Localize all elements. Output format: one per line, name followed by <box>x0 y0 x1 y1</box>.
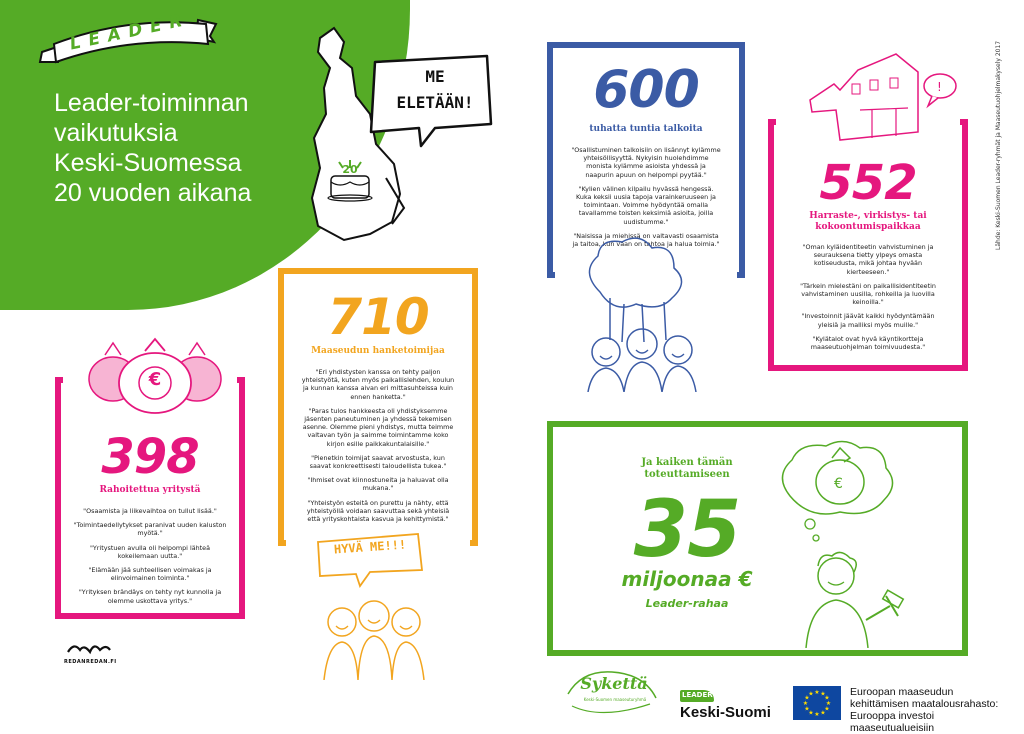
rahoitus-intro: Ja kaiken tämän toteuttamiseen <box>641 457 733 480</box>
artist-signature <box>66 640 112 658</box>
quote-list <box>792 243 944 357</box>
quote: "Paras tulos hankkeesta oli yhdistyksemme jäsenten paneutuminen ja yhdessä tekemisen asenne. Olemme pieni yhdistys, mutta teimme valtavan työn ja saimme toimintamme koko kirjon esille paikkakuntalaisille." <box>302 406 454 448</box>
village-house-illustration <box>800 50 970 142</box>
hyva-me-text: HYVÄ ME!!! <box>333 537 407 557</box>
quote: "Oman kyläidentiteetin vahvistuminen ja seurauksena tietty ylpeys omasta kotiseudusta, mikä johtaa hyvään kierteeseen." <box>802 243 934 276</box>
stat-number: 35 <box>633 485 741 575</box>
speech-line: ELETÄÄN! <box>396 93 474 112</box>
person-with-money-bag-illustration <box>770 436 930 648</box>
quote: "Osaamista ja liikevaihtoa on tullut lisää." <box>83 507 217 515</box>
svg-text:★: ★ <box>804 705 810 713</box>
quote: "Naisissa ja miehissä on valtavasti osaamista ja taitoa, kun vaan on tahtoa ja halua toimia." <box>572 231 720 249</box>
svg-text:★: ★ <box>820 690 826 698</box>
stat-number: 552 <box>819 155 917 211</box>
euro-symbol: € <box>148 369 162 390</box>
stat-number: 398 <box>101 429 199 485</box>
quote: "Yrityksen brändäys on tehty nyt kunnolla ja olemme uskottava yritys." <box>78 588 222 605</box>
stat-number: 710 <box>327 288 429 346</box>
svg-text:★: ★ <box>820 709 826 717</box>
stat-label: tuhatta tuntia talkoita <box>589 124 703 134</box>
quote: "Ihmiset ovat kiinnostuneita ja haluavat olla mukana." <box>307 476 449 493</box>
quote: "Investoinnit jäävät kaikki hyödyntämään yleisiä ja malliksi myös muille." <box>801 312 935 329</box>
stat-label: Harraste-, virkistys- tai kokoontumispaikkaa <box>809 211 927 232</box>
quote: "Tärkein mielestäni on paikallisidentiteetin vahvistaminen uusilla, rohkeilla ja luovilla keinoilla." <box>800 281 936 307</box>
leader-banner-text: LEADER <box>68 9 192 55</box>
artist-credit: REDANREDAN.FI <box>64 659 117 665</box>
stat-box-hanketoimijat <box>278 268 478 546</box>
syketta-logo-text: Sykettä <box>580 674 648 693</box>
quote: "Yritystuen avulla oli helpompi lähteä kokeilemaan uutta." <box>89 543 211 560</box>
page-title <box>54 88 304 208</box>
title-line: Leader-toiminnan <box>54 89 249 117</box>
syketta-subtitle: Keski-Suomen maaseuturyhmä <box>583 697 647 702</box>
svg-text:★: ★ <box>814 711 820 718</box>
quote: "Eri yhdistysten kanssa on tehty paljon yhteistyötä, kuten myös paikallislehden, koulun ja kunnan kanssa aivan eri mittasuhteissa kuin ennen hanketta." <box>301 368 455 401</box>
people-under-trees-illustration <box>570 232 720 392</box>
eu-text-line: Eurooppa investoi maaseutualueisiin <box>850 710 935 734</box>
svg-text:★: ★ <box>825 700 832 707</box>
source-note-wrapper <box>985 40 1002 250</box>
quote: "Toimintaedellytykset paranivat uuden kaluston myötä." <box>73 521 227 538</box>
svg-text:★: ★ <box>814 689 820 696</box>
eu-text-line: Euroopan maaseudun <box>850 686 954 698</box>
title-line: Keski-Suomessa <box>54 149 242 177</box>
svg-text:★: ★ <box>802 700 809 707</box>
title-line: vaikutuksia <box>54 119 178 147</box>
quote: "Yhteistyön esteitä on purettu ja nähty, että yhteistyöllä voidaan saavuttaa sekä yhteisiä että yrityskohtaista kasvua ja kehittymistä." <box>306 498 450 524</box>
quote: "Osallistuminen talkoisiin on lisännyt kylämme yhteisöllisyyttä. Nykyisin huolehdimme monista kylämme asioista yhdessä ja naapurin apuun on helpompi pyytää." <box>571 146 721 179</box>
stat-label: Maaseudun hanketoimijaa <box>311 346 445 356</box>
svg-text:★: ★ <box>808 690 814 698</box>
speech-bubble-text <box>380 64 490 116</box>
quote: "Kylien välinen kilpailu hyvässä hengessä. Kuka keksii uusia tapoja varainkeruuseen ja toimintaan. Voimme hyödyntää omalla tavallamme toisten keksimiä asioita, joilla uudistumme." <box>576 184 716 226</box>
eu-fund-text <box>850 686 1020 734</box>
quote: "Kylätalot ovat hyvä käyntikortteja maaseutuohjelman toimivuudesta." <box>810 334 926 352</box>
keski-suomi-logo-text: Keski-Suomi <box>680 704 771 721</box>
svg-text:!: ! <box>937 80 942 94</box>
quote: "Elämään jää suhteellisen voimakas ja elinvoimainen toiminta." <box>88 566 212 583</box>
leader-badge-text: LEADER <box>682 691 713 699</box>
svg-text:★: ★ <box>808 709 814 717</box>
title-line: 20 vuoden aikana <box>54 179 252 207</box>
rahoitus-unit: miljoonaa € <box>621 567 753 591</box>
stat-label: Leader-rahaa <box>645 597 729 610</box>
stat-number: 600 <box>593 60 699 120</box>
cake-number: 20 <box>342 163 358 176</box>
svg-text:★: ★ <box>804 694 810 702</box>
svg-text:€: € <box>834 476 843 492</box>
quote-list <box>300 368 456 529</box>
eu-text-line: kehittämisen maatalousrahasto: <box>850 698 999 710</box>
stat-label: Rahoitettua yritystä <box>99 485 201 495</box>
stat-box-kokoontumispaikat <box>768 119 968 371</box>
eu-flag-icon <box>793 686 841 720</box>
source-note: Lähde: Keski-Suomen Leader-ryhmät ja Maaseutuohjelmakysely 2017 <box>995 40 1002 250</box>
quote: "Pienetkin toimijat saavat arvostusta, kun saavat konkreettisesti taloudellista tukea." <box>309 453 447 471</box>
quote-list <box>71 507 229 611</box>
svg-text:★: ★ <box>824 694 830 702</box>
svg-text:★: ★ <box>824 705 830 713</box>
speech-line: ME <box>425 67 445 86</box>
